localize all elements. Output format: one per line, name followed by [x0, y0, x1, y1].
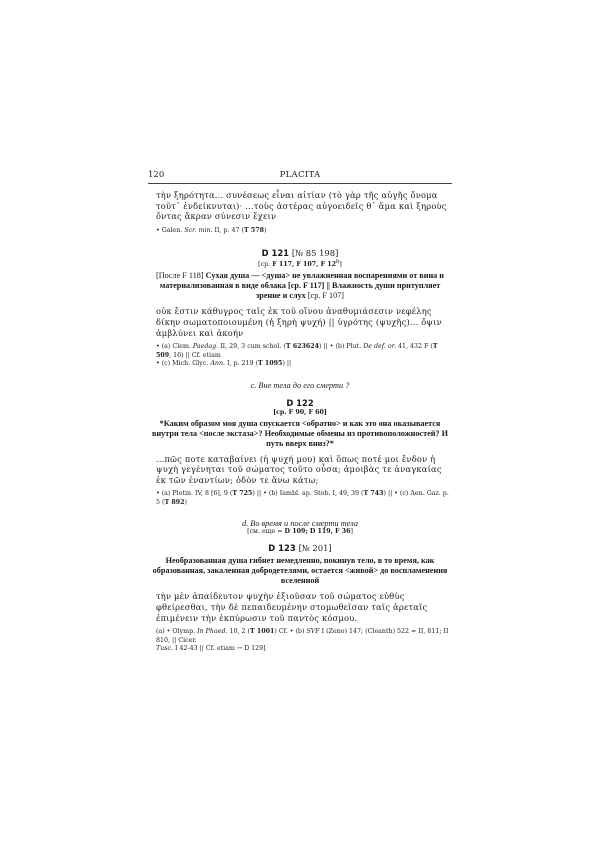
fragment-heading-d123: D 123 [№ 201]	[268, 543, 332, 554]
source-apparatus-d122: • (a) Plotin. IV, 8 [6], 9 (T 725) || • (b) Iambl. ap. Stob. I, 49, 39 (T 743) || • (c) Aen. Gaz. p. 5 (T 892)	[156, 490, 449, 506]
running-header	[148, 170, 452, 184]
header-rule	[148, 183, 452, 184]
source-apparatus-d123: (a) • Olymp. In Phaed. 10, 2 (T 1001) Cf. • (b) SVF I (Zeno) 147; (Cleanth) 522 = II, 811; II 810, || Cicer. Tusc. I 42-43 || Cf. etiam → D 129]	[156, 628, 449, 653]
running-title: PLACITA	[279, 170, 321, 180]
section-heading-c: с. Вне тела до его смерти ?	[250, 380, 350, 390]
section-crossref-d: [см. еще = D 109; D 119, F 36]	[247, 528, 353, 536]
greek-text-continuation: τὴν ξηρότητα... συνέσεως εἶναι αἰτίαν (τὸ γὰρ τῆς αὐγῆς ὄνομα τοῦτ᾽ ἐνδείκνυται)· ...τοὺς ἀστέρας αὐγοειδεῖς θ᾽ ἅμα καὶ ξηροὺς ὄντας ἄκραν σύνεσιν ἔχειν	[156, 190, 447, 222]
greek-text-d122: ...πῶς ποτε καταβαίνει (ἡ ψυχή μου) καὶ ὅπως ποτέ μοι ἔνδον ἡ ψυχὴ γεγένηται τοῦ σώματος τοῦτο οὖσα; ἀμοιβὰς τε ἀναγκαίας ἐκ τῶν ἐναντίων; ὁδὸν τε ἄνω κάτω;	[156, 453, 442, 485]
fragment-crossref-d121: [ср. F 117, F 107, F 12$^b$]	[258, 259, 342, 269]
fragment-title-d122: *Каким образом моя душа спускается <обратно> и как это она оказывается внутри тела <после экстаза>? Необходимые обмены из противоположностей? И путь вверх вниз?*	[152, 418, 448, 448]
greek-text-d123: τὴν μὲν ἀπαίδευτον ψυχὴν ἐξιοῦσαν τοῦ σώματος εὐθὺς φθείρεσθαι, τὴν δὲ πεπαιδευμένην στομωθεῖσαν ταῖς ἀρεταῖς ἐπιμένειν τὴν ἐκπύρωσιν τοῦ παντὸς κόσμου.	[156, 591, 428, 623]
fragment-title-d123: Необразованная душа гибнет немедленно, покинув тело, в то время, как образованная, закаленная добродетелями, остается <живой> до воспламенения вселенной	[152, 556, 448, 586]
section-heading-d: d. Во время и после смерти тела	[241, 519, 359, 529]
greek-text-d121: οὐκ ἔστιν κάθυγρος ταῖς ἐκ τοῦ οἴνου ἀναθυμιάσεσιν νεφέλης δίκην σωματοποιουμένη (ἡ ξηρὴ ψυχή) || ὑγρότης (ψυχῆς)... ὄψιν ἀμβλύνει καὶ ἀκοήν	[156, 306, 442, 338]
fragment-title-d121: [После F 118] Сухая душа — <душа> не увлажненная воспарениями от вина и материализованная в виде облака [ср. F 117] || Влажность души притупляет зрение и слух [ср. F 107]	[155, 271, 445, 301]
page-number: 120	[148, 170, 165, 180]
source-apparatus: • Galen. Scr. min. II, p. 47 (T 578)	[156, 226, 267, 234]
source-apparatus-d121: • (a) Clem. Paedag. II, 29, 3 cum schol. (T 623624) || • (b) Plut. De def. or. 41, 432 F (T 509, 16) || Cf. etiam • (c) Mich. Glyc. Ann. I, p. 219 (T 1095) ||	[156, 343, 438, 368]
fragment-heading-d122: D 122	[286, 397, 314, 408]
page-content	[148, 190, 452, 654]
fragment-crossref-d122: [ср. F 90, F 60]	[273, 408, 327, 416]
fragment-heading-d121: D 121 [№ 85 198]	[261, 248, 339, 259]
